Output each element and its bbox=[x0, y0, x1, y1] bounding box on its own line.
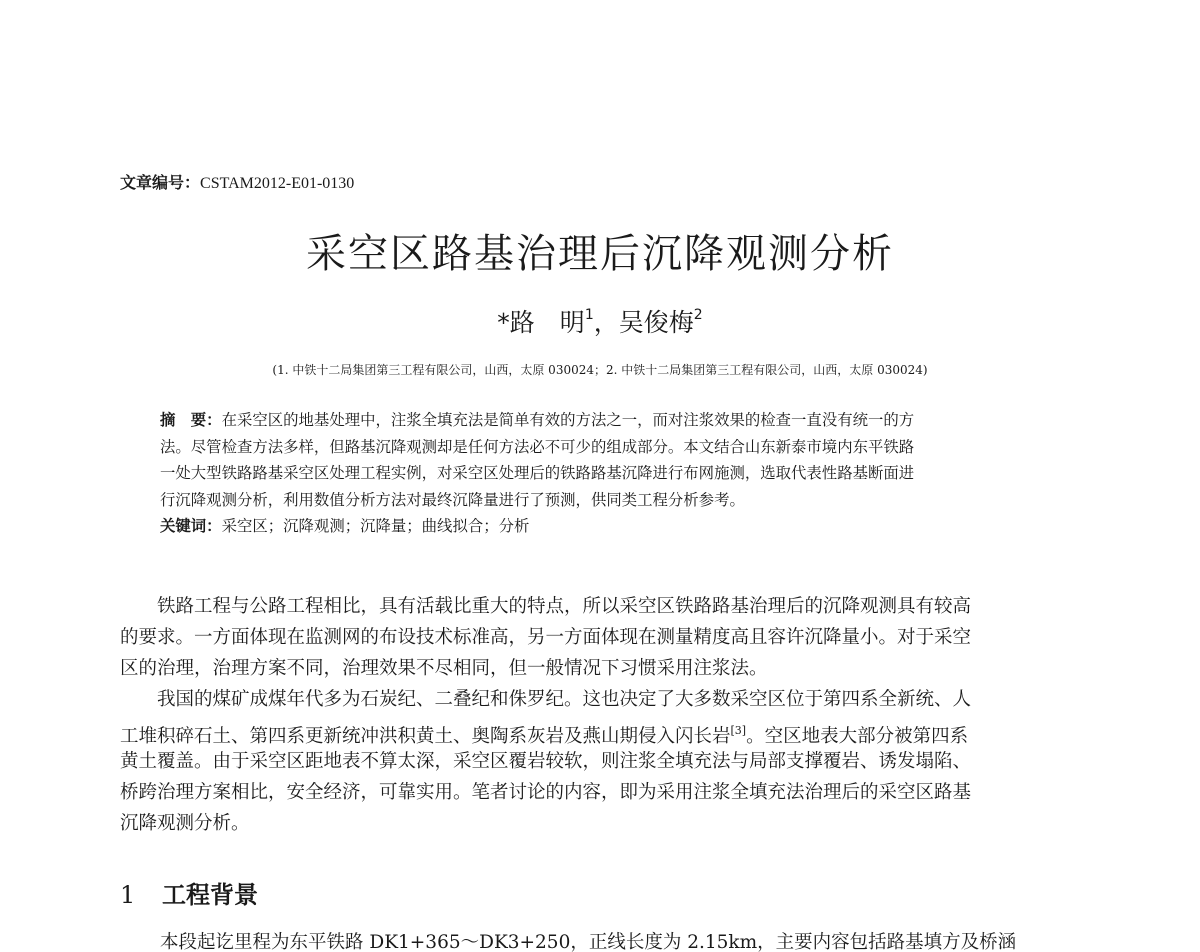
keywords: 采空区；沉降观测；沉降量；曲线拟合；分析 bbox=[221, 517, 530, 535]
body-line: 铁路工程与公路工程相比，具有活载比重大的特点，所以采空区铁路路基治理后的沉降观测具有较高 bbox=[120, 596, 972, 617]
body-line: 的要求。一方面体现在监测网的布设技术标准高，另一方面体现在测量精度高且容许沉降量小。对于采空 bbox=[120, 627, 972, 648]
section-number: 1 bbox=[120, 881, 136, 909]
author-1: *路 明 bbox=[497, 308, 585, 337]
article-number bbox=[120, 170, 354, 193]
abstract-label: 摘 要： bbox=[160, 411, 222, 429]
author-2: 吴俊梅 bbox=[618, 308, 694, 337]
article-number-label: 文章编号： bbox=[120, 173, 201, 192]
body-line: 本段起讫里程为东平铁路 DK1+365～DK3+250，正线长度为 2.15km，主要内容包括路基填方及桥涵 bbox=[160, 932, 1017, 952]
paper-title: 采空区路基治理后沉降观测分析 bbox=[306, 231, 894, 277]
section-heading bbox=[120, 875, 258, 910]
abstract-line: 法。尽管检查方法多样，但路基沉降观测却是任何方法必不可少的组成部分。本文结合山东新泰市境内东平铁路 bbox=[160, 437, 915, 456]
author-2-affil: 2 bbox=[693, 307, 703, 323]
affiliation: (1. 中铁十二局集团第三工程有限公司，山西，太原 030024；2. 中铁十二局集团第三工程有限公司，山西，太原 030024) bbox=[272, 363, 928, 377]
body-line: 沉降观测分析。 bbox=[120, 813, 250, 834]
author-separator: ， bbox=[593, 308, 619, 337]
article-number-value: CSTAM2012-E01-0130 bbox=[200, 175, 355, 192]
abstract-line: 摘 要：在采空区的地基处理中，注浆全填充法是简单有效的方法之一，而对注浆效果的检查一直没有统一的方 bbox=[160, 411, 915, 429]
body-line: 区的治理，治理方案不同，治理效果不尽相同，但一般情况下习惯采用注浆法。 bbox=[120, 658, 768, 679]
citation-ref: [3] bbox=[730, 724, 747, 737]
keywords-line bbox=[160, 513, 1040, 540]
abstract-line: 行沉降观测分析，利用数值分析方法对最终沉降量进行了预测，供同类工程分析参考。 bbox=[160, 490, 745, 509]
abstract-line: 一处大型铁路路基采空区处理工程实例，对采空区处理后的铁路路基沉降进行布网施测，选取代表性路基断面进 bbox=[160, 464, 915, 482]
section-title: 工程背景 bbox=[162, 881, 258, 909]
author-line bbox=[0, 303, 1200, 339]
body-line: 桥跨治理方案相比，安全经济，可靠实用。笔者讨论的内容，即为采用注浆全填充法治理后的采空区路基 bbox=[120, 782, 972, 803]
body-text bbox=[120, 591, 1105, 839]
body-line: 我国的煤矿成煤年代多为石炭纪、二叠纪和侏罗纪。这也决定了大多数采空区位于第四系全新统、人 bbox=[120, 689, 972, 710]
keywords-label: 关键词： bbox=[160, 517, 222, 535]
body-line: 黄土覆盖。由于采空区距地表不算太深，采空区覆岩较软，则注浆全填充法与局部支撑覆岩、诱发塌陷、 bbox=[120, 751, 972, 772]
abstract bbox=[160, 407, 1040, 540]
body-line: 工堆积碎石土、第四系更新统冲洪积黄土、奥陶系灰岩及燕山期侵入闪长岩[3]。空区地表大部分被第四系 bbox=[120, 724, 969, 747]
author-1-affil: 1 bbox=[584, 307, 594, 323]
